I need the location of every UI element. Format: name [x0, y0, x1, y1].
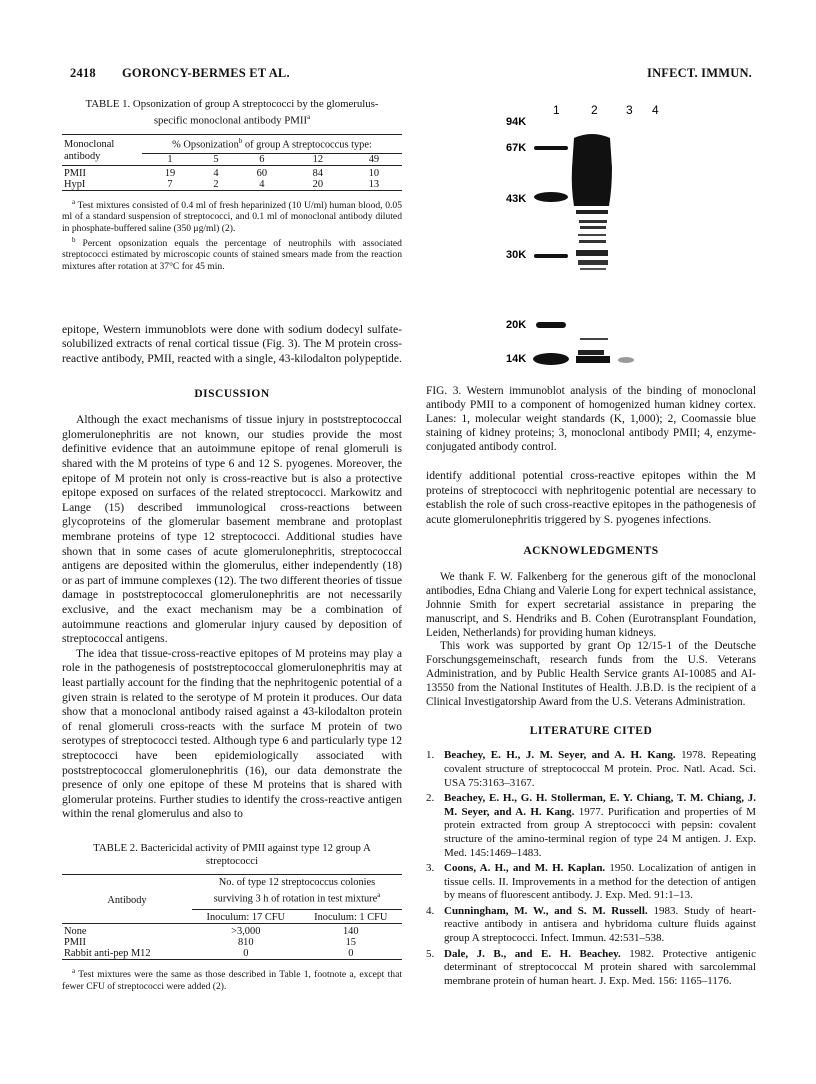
table-1-type-header: 5 — [213, 153, 219, 165]
table-row — [62, 948, 402, 960]
table-1-header-group: % Opsonization$^b$ of group A streptococcus type: — [142, 137, 402, 153]
reference-details: 1982. Protective antigenic determinant of streptococcal M protein shared with sarcolemmal membrane protein of human heart. J. Exp. Med. 156: 1165–1176. — [444, 947, 756, 987]
discussion-heading: DISCUSSION — [194, 388, 270, 401]
reference-item — [426, 862, 756, 903]
table-1-value-cell: 13 — [368, 179, 380, 191]
table-1-header-antibody: Monoclonal antibody — [64, 138, 115, 162]
table-1-type-header: 1 — [167, 153, 173, 165]
table-2-antibody-cell: None — [64, 926, 87, 938]
table-1-value-cell: 10 — [368, 168, 380, 180]
reference-details: 1978. Repeating covalent structure of streptococcal M protein. Proc. Natl. Acad. Sci. USA 75:3163–3167. — [444, 749, 756, 789]
lane-2-protein-smear — [572, 134, 612, 363]
reference-number: 2. — [426, 792, 435, 805]
table-row — [62, 937, 402, 948]
lane-1-marker-bands — [533, 146, 569, 365]
table-row — [62, 926, 402, 937]
table-1-value-cell: 19 — [164, 168, 176, 180]
table-2-value-cell: 810 — [237, 937, 254, 949]
marker-label-94k: 94K — [506, 116, 527, 128]
page-number: 2418 — [70, 66, 96, 80]
table-2-value-cell: 15 — [345, 937, 356, 949]
reference-number: 4. — [426, 904, 435, 917]
table-1-value-cell: 4 — [213, 168, 219, 180]
table-2-antibody-cell: Rabbit anti-pep M12 — [64, 948, 151, 960]
table-row — [62, 168, 402, 179]
table-1-type-header: 6 — [259, 153, 265, 165]
reference-authors: Beachey, E. H., G. H. Stollerman, E. Y. Chiang, T. M. Chiang, J. M. Seyer, and A. H. Kang. — [444, 792, 756, 818]
reference-list — [426, 749, 756, 988]
reference-authors: Coons, A. H., and M. H. Kaplan. — [444, 862, 606, 875]
marker-label-30k: 30K — [506, 249, 527, 261]
reference-authors: Cunningham, M. W., and S. M. Russell. — [444, 904, 648, 917]
reference-authors: Dale, J. B., and E. H. Beachey. — [444, 947, 621, 960]
reference-details: 1950. Localization of antigen in tissue cells. II. Improvements in a method for the detection of antigen by means of fluorescent antibody. J. Exp. Med. 91:1–13. — [444, 862, 756, 902]
table-2-grid — [62, 874, 402, 964]
table-1 — [62, 98, 402, 273]
table-2-value-cell: 0 — [348, 948, 354, 960]
table-2-value-cell: 0 — [243, 948, 249, 960]
table-1-footnote-a: $^a$ Test mixtures consisted of 0.4 ml of fresh heparinized (10 U/ml) human blood, 0.05 ml of a standard suspension of streptococci, and 0.1 ml of monoclonal antibody diluted in phosphate-buffered saline (350 μg/ml) (2). — [62, 197, 402, 234]
discussion-paragraph-2: The idea that tissue-cross-reactive epitopes of M proteins may play a role in the pathogenesis of poststreptococcal glomerulonephritis may at least partially account for the finding that the nephritogenic potential of a given strain is related to the serotype of M protein it produces. Our data show that a monoclonal antibody raised against a 43-kilodalton protein of renal glomeruli cross-reacts with the surface M protein of two serotypes of streptococci tested. Although type 6 and particularly type 12 streptococci have been epidemiologically associated with poststreptococcal glomerulonephritis (16), our data demonstrate the presence of only one epitope of these M proteins that is shared with glomerular proteins. Further studies to identify the cross-reactive antigen within the renal glomerulus and also to — [62, 646, 402, 821]
table-1-caption: TABLE 1. Opsonization of group A streptococci by the glomerulus-specific monoclonal antibody PMII$^a$ — [85, 98, 379, 127]
literature-heading: LITERATURE CITED — [529, 725, 653, 738]
table-1-value-cell: 7 — [167, 179, 173, 191]
table-1-footnote-b: $^b$ Percent opsonization equals the percentage of neutrophils with associated streptococci estimated by microscopic counts of stained smears made from the reaction mixtures after rotation at 37°C for 45 min. — [62, 235, 402, 272]
table-2-subheader-17: Inoculum: 17 CFU — [206, 911, 286, 923]
table-row — [62, 179, 402, 191]
table-2-subheader-1: Inoculum: 1 CFU — [314, 911, 388, 923]
table-2-value-cell: 140 — [342, 926, 359, 938]
reference-item — [426, 749, 756, 790]
lane-3-antibody-band — [618, 357, 634, 363]
table-2-footnote-a: $^a$ Test mixtures were the same as those described in Table 1, footnote a, except that fewer CFU of streptococci were added (2). — [62, 966, 402, 992]
marker-label-20k: 20K — [506, 319, 527, 331]
table-1-value-cell: 2 — [213, 179, 219, 191]
marker-label-43k: 43K — [506, 193, 527, 205]
table-1-type-header: 12 — [312, 153, 324, 165]
marker-label-14k: 14K — [506, 353, 527, 365]
reference-item — [426, 948, 756, 989]
reference-details: 1977. Purification and properties of M protein extracted from group A streptococci with pepsin: covalent structure of the amino-terminal region of type 24 M antigen. J. Exp. Med. 145:1469–1483. — [444, 805, 756, 859]
lane-label: 1 — [553, 103, 560, 117]
acknowledgments-paragraph-2: This work was supported by grant Op 12/15-1 of the Deutsche Forschungsgemeinschaft, research funds from the U.S. Veterans Administration, and by Public Health Service grants AI-10085 and AI-13550 from the National Institutes of Health. J.B.D. is the recipient of a Clinical Investigatorship Award from the U.S. Veterans Administration. — [426, 640, 756, 708]
reference-item — [426, 792, 756, 860]
journal-name: INFECT. IMMUN. — [647, 66, 752, 80]
lane-label: 4 — [652, 103, 659, 117]
figure-3-caption: FIG. 3. Western immunoblot analysis of the binding of monoclonal antibody PMII to a component of homogenized human kidney cortex. Lanes: 1, molecular weight standards (K, 1,000); 2, Coomassie blue staining of kidney proteins; 3, monoclonal antibody PMII; 4, enzyme-conjugated antibody control. — [426, 385, 756, 453]
table-1-value-cell: 20 — [312, 179, 324, 191]
running-authors: GORONCY-BERMES ET AL. — [122, 66, 290, 80]
table-2-caption: TABLE 2. Bactericidal activity of PMII against type 12 group A streptococci — [93, 841, 371, 867]
table-1-value-cell: 84 — [312, 168, 324, 180]
results-paragraph-end: epitope, Western immunoblots were done with sodium dodecyl sulfate-solubilized extracts of renal cortical tissue (Fig. 3). The M protein cross-reactive antibody, PMII, reacted with a single, 43-kilodalton polypeptide. — [62, 322, 402, 365]
western-blot-image — [426, 98, 756, 378]
lane-label: 3 — [626, 103, 633, 117]
acknowledgments-paragraph-1: We thank F. W. Falkenberg for the generous gift of the monoclonal antibodies, Edna Chiang and Valerie Long for expert technical assistance, Johnnie Smith for expert secretarial assistance in preparing the manuscript, and S. Hendriks and B. Cohen (Eurotransplant Foundation, Leiden, Netherlands) for providing human kidneys. — [426, 571, 756, 639]
right-column — [426, 98, 756, 990]
acknowledgments-heading: ACKNOWLEDGMENTS — [523, 545, 659, 558]
table-2-header-antibody: Antibody — [107, 894, 147, 906]
discussion-paragraph-1: Although the exact mechanisms of tissue injury in poststreptococcal glomerulonephritis are not known, our studies provide the most definitive evidence that an autoimmune epitope of renal glomeruli is shared with the M proteins of type 6 and 12 S. pyogenes. Moreover, the epitope of M protein not only is cross-reactive but is also a protective epitope exposed on surfaces of the related streptococci. Markowitz and Lange (15) described immunological cross-reactions between glycoproteins of the glomerular basement membrane and protoplast membrane proteins of type 12 streptococci. Additional studies have shown that in some cases of acute glomerulonephritis, streptococcal antigens are deposited within the glomerulus, either independently (18) or as part of immune complexes (12). The two different theories of tissue damage in poststreptococcal glomerulonephritis are not necessarily exclusive, and the exact mechanism may be a combination of autoimmune reactions and glomerular injury caused by deposition of streptococcal antigens. — [62, 413, 402, 646]
table-1-antibody-cell: PMII — [64, 168, 86, 180]
table-2-value-cell: >3,000 — [231, 926, 261, 938]
marker-label-67k: 67K — [506, 142, 527, 154]
table-1-antibody-cell: HypI — [64, 179, 86, 191]
table-1-value-cell: 60 — [256, 168, 268, 180]
reference-item — [426, 905, 756, 946]
table-1-type-header: 49 — [368, 153, 380, 165]
left-column — [62, 98, 402, 992]
reference-details: 1983. Study of heart-reactive antibody in antisera and hybridoma culture fluids against group A streptococci. Infect. Immun. 42:531–538. — [444, 904, 756, 945]
reference-authors: Beachey, E. H., J. M. Seyer, and A. H. Kang. — [444, 749, 676, 762]
figure-3 — [426, 98, 756, 378]
table-1-value-cell: 4 — [259, 179, 265, 191]
table-2-header-group: No. of type 12 streptococcus colonies surviving 3 h of rotation in test mixture$^a$ — [192, 877, 402, 909]
table-1-grid — [62, 134, 402, 195]
reference-number: 1. — [426, 749, 435, 762]
table-2-antibody-cell: PMII — [64, 937, 86, 949]
reference-number: 5. — [426, 947, 435, 960]
reference-number: 3. — [426, 862, 435, 875]
table-2 — [62, 842, 402, 992]
discussion-paragraph-continued: identify additional potential cross-reactive epitopes within the M proteins of streptococci with nephritogenic potential are necessary to establish the role of such cross-reactive epitopes in the pathogenesis of acute glomerulonephritis triggered by S. pyogenes infections. — [426, 469, 756, 526]
lane-label: 2 — [591, 103, 598, 117]
